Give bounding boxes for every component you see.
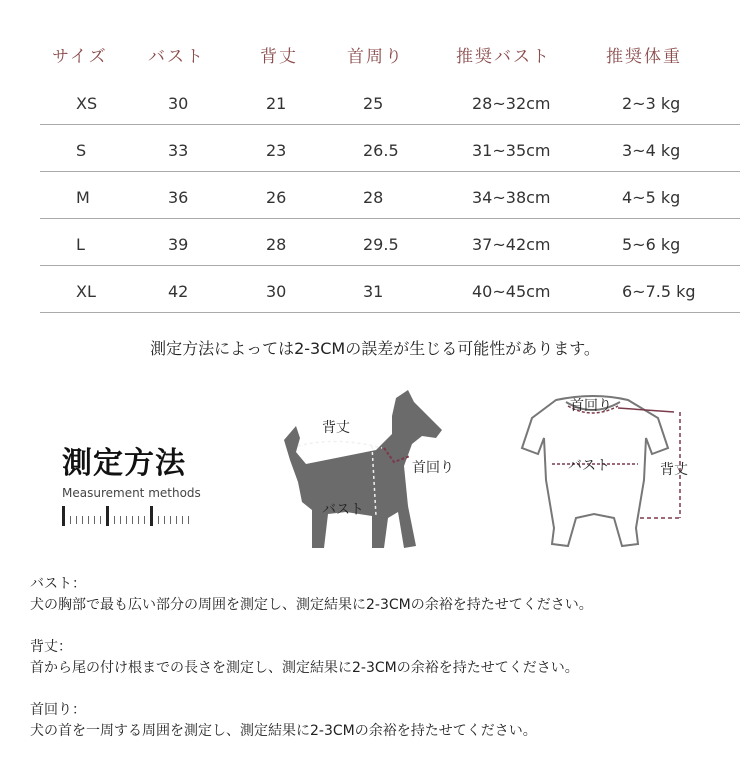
neck-description-text: 犬の首を一周する周囲を測定し、測定結果に2-3CMの余裕を持たせてください。 bbox=[30, 723, 537, 739]
cell-size: XL bbox=[76, 282, 96, 301]
clothing-bust-label: バスト bbox=[568, 458, 610, 474]
cell-bust: 39 bbox=[168, 235, 189, 254]
table-row bbox=[40, 172, 740, 219]
dog-back-label: 背丈 bbox=[322, 420, 350, 436]
measurement-error-note: 測定方法によっては2-3CMの誤差が生じる可能性があります。 bbox=[150, 339, 600, 358]
table-row bbox=[40, 266, 740, 313]
bust-description-term: バスト： bbox=[30, 576, 86, 592]
cell-neck: 25 bbox=[363, 94, 384, 113]
table-header bbox=[40, 34, 740, 78]
cell-neck: 28 bbox=[363, 188, 384, 207]
header-neck: 首周り bbox=[347, 47, 404, 67]
table-row bbox=[40, 219, 740, 266]
cell-back-length: 28 bbox=[266, 235, 287, 254]
cell-neck: 31 bbox=[363, 282, 384, 301]
method-title: 測定方法 bbox=[62, 446, 186, 481]
bust-description-text: 犬の胸部で最も広い部分の周囲を測定し、測定結果に2-3CMの余裕を持たせてください。 bbox=[30, 597, 593, 613]
back-length-measure-line bbox=[298, 441, 382, 448]
cell-size: M bbox=[76, 188, 90, 207]
cell-neck: 26.5 bbox=[363, 141, 399, 160]
cell-recommended-bust: 28~32cm bbox=[472, 94, 551, 113]
header-bust: バスト bbox=[148, 47, 205, 67]
cell-size: L bbox=[76, 235, 85, 254]
clothing-measurement-diagram bbox=[510, 388, 710, 560]
cell-recommended-bust: 34~38cm bbox=[472, 188, 551, 207]
header-recommended-weight: 推奨体重 bbox=[606, 47, 682, 67]
bust-description bbox=[30, 574, 593, 616]
cell-bust: 36 bbox=[168, 188, 189, 207]
back-length-description-term: 背丈： bbox=[30, 639, 72, 655]
cell-back-length: 30 bbox=[266, 282, 287, 301]
cell-bust: 30 bbox=[168, 94, 189, 113]
cell-recommended-weight: 3~4 kg bbox=[622, 141, 681, 160]
neck-description bbox=[30, 700, 537, 742]
table-row bbox=[40, 78, 740, 125]
back-length-description-text: 首から尾の付け根までの長さを測定し、測定結果に2-3CMの余裕を持たせてください。 bbox=[30, 660, 579, 676]
size-table bbox=[40, 34, 740, 313]
cell-size: S bbox=[76, 141, 87, 160]
cell-recommended-weight: 6~7.5 kg bbox=[622, 282, 696, 301]
header-back-length: 背丈 bbox=[260, 47, 298, 67]
table-row bbox=[40, 125, 740, 172]
dog-bust-label: バスト bbox=[322, 502, 364, 518]
cell-back-length: 21 bbox=[266, 94, 287, 113]
cell-size: XS bbox=[76, 94, 98, 113]
cell-bust: 42 bbox=[168, 282, 189, 301]
cell-recommended-bust: 40~45cm bbox=[472, 282, 551, 301]
cell-recommended-bust: 37~42cm bbox=[472, 235, 551, 254]
cell-back-length: 23 bbox=[266, 141, 287, 160]
dog-neck-label: 首回り bbox=[412, 460, 454, 476]
ruler-icon bbox=[62, 506, 190, 530]
cell-bust: 33 bbox=[168, 141, 189, 160]
cell-back-length: 26 bbox=[266, 188, 287, 207]
cell-recommended-weight: 4~5 kg bbox=[622, 188, 681, 207]
clothing-back-label: 背丈 bbox=[660, 462, 688, 478]
cell-neck: 29.5 bbox=[363, 235, 399, 254]
measurement-method-block bbox=[62, 438, 201, 530]
clothing-neck-label: 首回り bbox=[570, 398, 612, 414]
back-length-description bbox=[30, 637, 579, 679]
dog-measurement-diagram bbox=[276, 386, 476, 558]
method-subtitle: Measurement methods bbox=[62, 486, 201, 500]
cell-recommended-bust: 31~35cm bbox=[472, 141, 551, 160]
cell-recommended-weight: 5~6 kg bbox=[622, 235, 681, 254]
header-recommended-bust: 推奨バスト bbox=[456, 47, 551, 67]
header-size: サイズ bbox=[52, 47, 108, 67]
cell-recommended-weight: 2~3 kg bbox=[622, 94, 681, 113]
neck-description-term: 首回り： bbox=[30, 702, 86, 718]
